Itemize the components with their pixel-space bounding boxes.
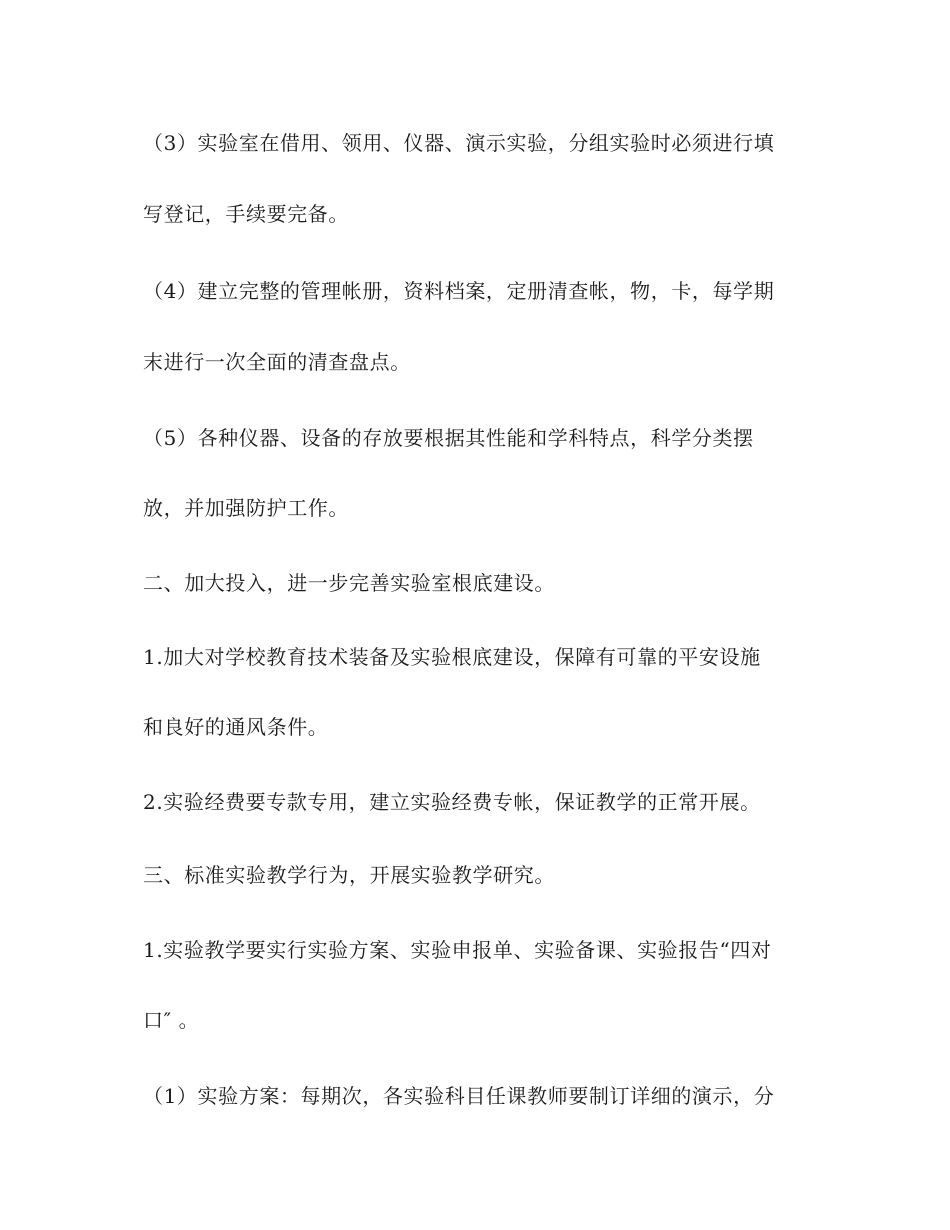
text-line: （4）建立完整的管理帐册，资料档案，定册清查帐，物，卡，每学期 bbox=[143, 279, 775, 303]
text-line: 写登记，手续要完备。 bbox=[143, 202, 349, 226]
section-heading: 三、标准实验教学行为，开展实验教学研究。 bbox=[143, 863, 555, 887]
text-line: （3）实验室在借用、领用、仪器、演示实验，分组实验时必须进行填 bbox=[143, 131, 775, 155]
text-line: 和良好的通风条件。 bbox=[143, 715, 329, 739]
text-line: 2.实验经费要专款专用，建立实验经费专帐，保证教学的正常开展。 bbox=[143, 790, 761, 814]
text-line: 1.加大对学校教育技术装备及实验根底建设，保障有可靠的平安设施 bbox=[143, 645, 761, 669]
text-line: （5）各种仪器、设备的存放要根据其性能和学科特点，科学分类摆 bbox=[143, 426, 754, 450]
text-line: 1.实验教学要实行实验方案、实验申报单、实验备课、实验报告“四对 bbox=[143, 938, 772, 962]
section-heading: 二、加大投入，进一步完善实验室根底建设。 bbox=[143, 571, 555, 595]
text-line: 口″ 。 bbox=[143, 1008, 200, 1032]
text-line: 放，并加强防护工作。 bbox=[143, 496, 349, 520]
text-line: （1）实验方案：每期次，各实验科目任课教师要制订详细的演示，分 bbox=[143, 1084, 775, 1108]
text-line: 末进行一次全面的清查盘点。 bbox=[143, 350, 411, 374]
